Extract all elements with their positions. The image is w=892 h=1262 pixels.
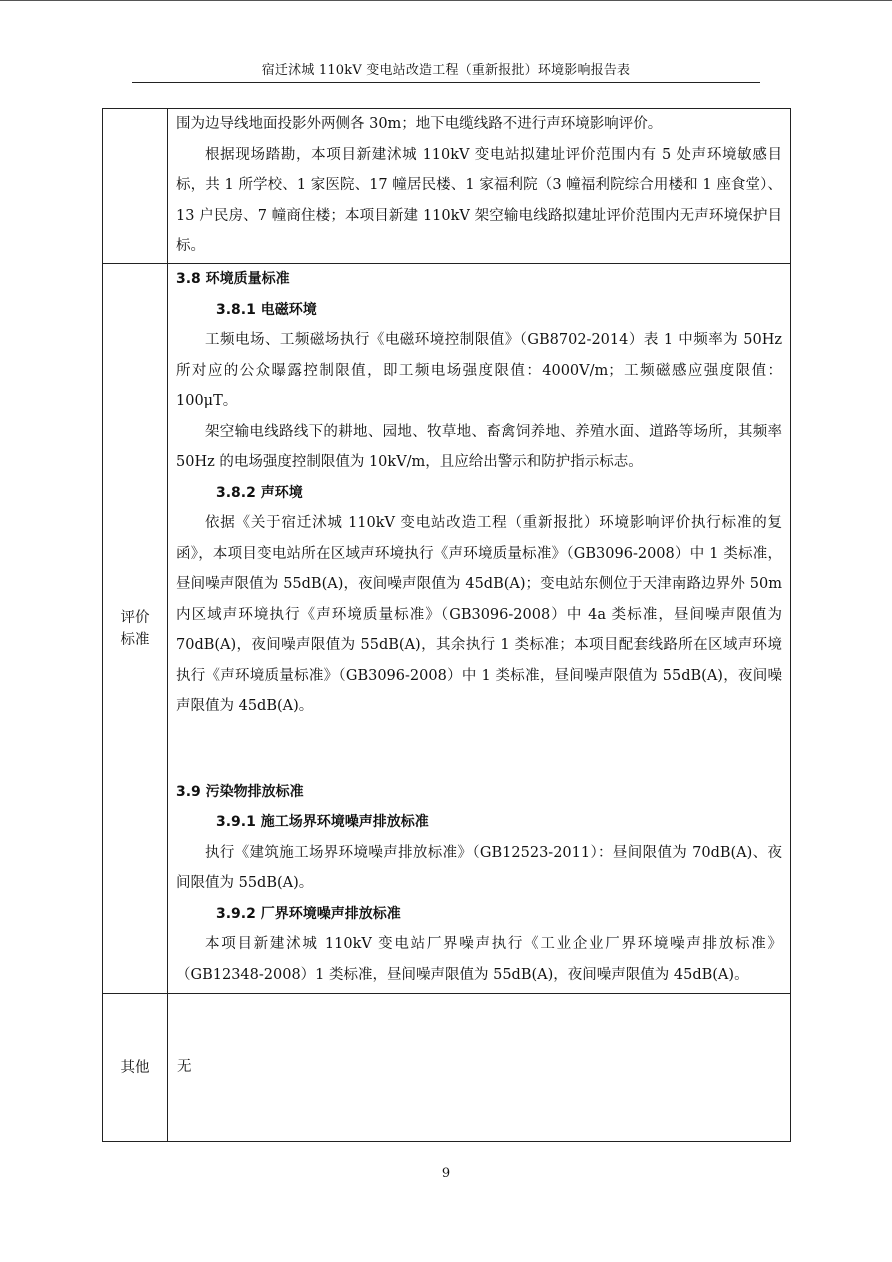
- report-table: [102, 108, 791, 1142]
- label-line-2: 标准: [120, 631, 150, 648]
- evaluation-standards-content: [168, 264, 791, 994]
- other-content: 无: [168, 994, 791, 1142]
- row-label-empty: [103, 109, 168, 264]
- blank-space: [176, 722, 782, 777]
- subsection-heading-3-9-1: 3.9.1 施工场界环境噪声排放标准: [216, 814, 429, 830]
- section-heading-3-9: 3.9 污染物排放标准: [176, 783, 304, 800]
- table-row-continuation: [103, 109, 791, 264]
- paragraph-evaluation-range: 围为边导线地面投影外两侧各 30m；地下电缆线路不进行声环境影响评价。: [176, 116, 663, 132]
- paragraph-construction-noise: 执行《建筑施工场界环境噪声排放标准》（GB12523-2011）：昼间限值为 70dB(A)、夜间限值为 55dB(A)。: [176, 844, 782, 891]
- paragraph-acoustic-standards: 依据《关于宿迁沭城 110kV 变电站改造工程（重新报批）环境影响评价执行标准的复函》，本项目变电站所在区域声环境执行《声环境质量标准》（GB3096-2008）中 1 类标准，昼间噪声限值为 55dB(A)，夜间噪声限值为 45dB(A)；变电站东侧位于天津南路边界外 50m 内区域声环境执行《声环境质量标准》（GB3096-2008）中 4a 类标准，昼间噪声限值为 70dB(A)，夜间噪声限值为 55dB(A)，其余执行 1 类标准；本项目配套线路所在区域声环境执行《声环境质量标准》（GB3096-2008）中 1 类标准，昼间噪声限值为 55dB(A)，夜间噪声限值为 45dB(A)。: [176, 515, 782, 714]
- table-row-other: [103, 994, 791, 1142]
- page-number: 9: [441, 1166, 451, 1181]
- row-label-other: 其他: [103, 994, 168, 1142]
- section-heading-3-8: 3.8 环境质量标准: [176, 271, 290, 287]
- paragraph-boundary-noise: 本项目新建沭城 110kV 变电站厂界噪声执行《工业企业厂界环境噪声排放标准》（GB12348-2008）1 类标准，昼间噪声限值为 55dB(A)，夜间噪声限值为 45dB(A)。: [176, 936, 782, 983]
- sensitive-targets-content: [168, 109, 791, 264]
- subsection-heading-3-9-2: 3.9.2 厂界环境噪声排放标准: [216, 905, 401, 922]
- paragraph-overhead-line-limits: 架空输电线路线下的耕地、园地、牧草地、畜禽饲养地、养殖水面、道路等场所，其频率 50Hz 的电场强度控制限值为 10kV/m，且应给出警示和防护指示标志。: [176, 423, 782, 470]
- table-row-evaluation-standards: [103, 264, 791, 994]
- subsection-heading-3-8-2: 3.8.2 声环境: [216, 484, 303, 501]
- paragraph-site-survey: 根据现场踏勘，本项目新建沭城 110kV 变电站拟建址评价范围内有 5 处声环境敏感目标，共 1 所学校、1 家医院、17 幢居民楼、1 家福利院（3 幢福利院综合用楼和 1 座食堂）、13 户民房、7 幢商住楼；本项目新建 110kV 架空输电线路拟建址评价范围内无声环境保护目标。: [176, 146, 782, 254]
- page-header-title: 宿迁沭城 110kV 变电站改造工程（重新报批）环境影响报告表: [261, 63, 631, 78]
- label-line-1: 评价: [120, 609, 150, 626]
- header-underline: [132, 82, 760, 83]
- row-label-evaluation-standards: [103, 264, 168, 994]
- subsection-heading-3-8-1: 3.8.1 电磁环境: [216, 301, 317, 318]
- top-border-line: [0, 0, 892, 1]
- paragraph-electromagnetic-limits: 工频电场、工频磁场执行《电磁环境控制限值》（GB8702-2014）表 1 中频率为 50Hz 所对应的公众曝露控制限值，即工频电场强度限值：4000V/m；工频磁感应强度限值：100μT。: [176, 332, 782, 409]
